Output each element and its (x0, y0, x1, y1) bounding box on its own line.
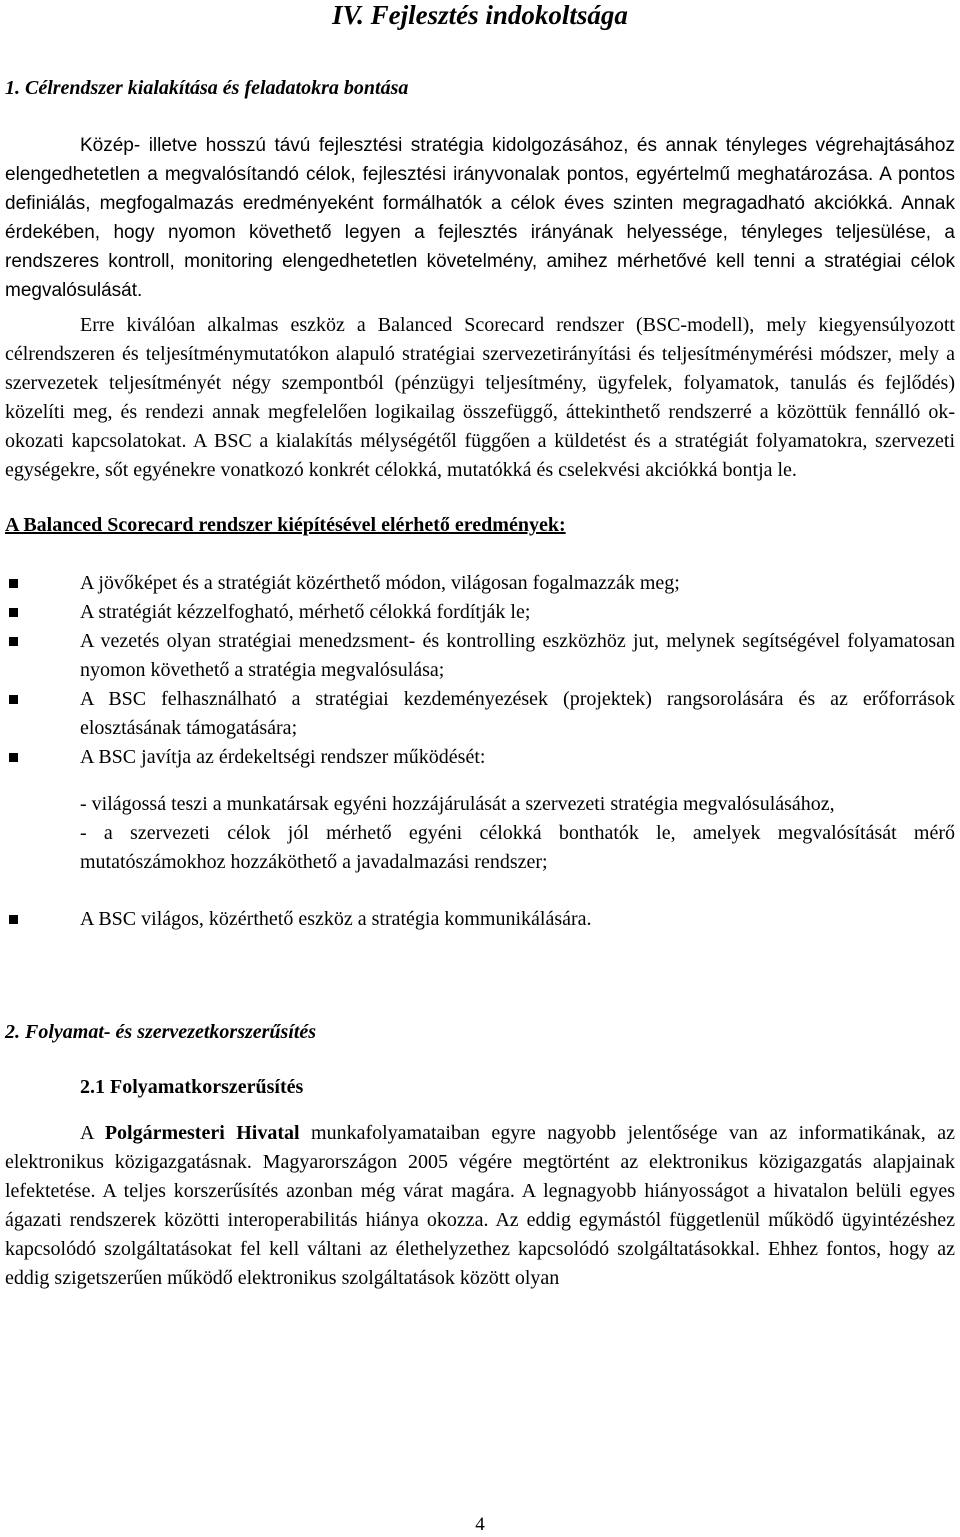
square-bullet-icon (9, 695, 18, 704)
list-item: A vezetés olyan stratégiai menedzsment- és kontrolling eszközhöz jut, melynek segítségével folyamatosan nyomon követhető a stratégia megvalósulása; (5, 627, 955, 685)
section-1-paragraph-2: Erre kiválóan alkalmas eszköz a Balanced Scorecard rendszer (BSC-modell), mely kiegyensúlyozott célrendszeren és teljesítménymutatókon alapuló stratégiai szervezetirányítási és teljesítménymérési módszer, mely a szervezetek teljesítményét négy szempontból (pénzügyi teljesítmény, ügyfelek, folyamatok, tanulás és fejlődés) közelíti meg, és rendezi annak megfelelően logikailag összefüggő, áttekinthető rendszerré a közöttük fennálló ok-okozati kapcsolatokat. A BSC a kialakítás mélységétől függően a küldetést és a stratégiát folyamatokra, szervezeti egységekre, sőt egyénekre vonatkozó konkrét célokká, mutatókká és cselekvési akciókká bontja le. (5, 314, 955, 481)
list-item: A jövőképet és a stratégiát közérthető módon, világosan fogalmazzák meg; (5, 569, 955, 598)
square-bullet-icon (9, 579, 18, 588)
bsc-results-heading: A Balanced Scorecard rendszer kiépítésével elérhető eredmények: (5, 514, 566, 536)
list-item: A stratégiát kézzelfogható, mérhető célokká fordítják le; (5, 598, 955, 627)
list-item: A BSC világos, közérthető eszköz a stratégia kommunikálására. (5, 905, 955, 934)
section-2-heading: 2. Folyamat- és szervezetkorszerűsítés (5, 1021, 317, 1043)
dash-item-2: - a szervezeti célok jól mérhető egyéni célokká bonthatók le, amelyek megvalósítását mérő mutatószámokhoz hozzáköthető a javadalmazási rendszer; (80, 822, 955, 873)
square-bullet-icon (9, 753, 18, 762)
section-2-1-heading: 2.1 Folyamatkorszerűsítés (80, 1076, 304, 1098)
page-number: 4 (475, 1514, 485, 1535)
section-1-heading: 1. Célrendszer kialakítása és feladatokra bontása (5, 77, 409, 99)
bsc-results-list-last (5, 905, 955, 934)
dash-item-1: - világossá teszi a munkatársak egyéni hozzájárulását a szervezeti stratégia megvalósulásához, (80, 793, 835, 815)
section-2-1-paragraph: A Polgármesteri Hivatal munkafolyamataiban egyre nagyobb jelentősége van az informatikának, az elektronikus közigazgatásnak. Magyarországon 2005 végére megtörtént az elektronikus közigazgatás alapjainak lefektetése. A teljes korszerűsítés azonban még várat magára. A legnagyobb hiányosságot a hivatalon belüli egyes ágazati rendszerek közötti interoperabilitás hiánya okozza. Az eddig egymástól függetlenül működő ügyintézéshez kapcsolódó szolgáltatásokat fel kell váltani az élethelyzethez kapcsolódó szolgáltatásokkal. Ehhez fontos, hogy az eddig szigetszerűen működő elektronikus szolgáltatások között olyan (5, 1122, 955, 1289)
page-title: IV. Fejlesztés indokoltsága (332, 0, 628, 30)
bsc-results-list (5, 569, 955, 772)
list-item: A BSC felhasználható a stratégiai kezdeményezések (projektek) rangsorolására és az erőforrások elosztásának támogatására; (5, 685, 955, 743)
polgarmesteri-hivatal-bold: Polgármesteri Hivatal (104, 1122, 300, 1144)
list-item: A BSC javítja az érdekeltségi rendszer működését: (5, 743, 955, 772)
square-bullet-icon (9, 915, 18, 924)
square-bullet-icon (9, 608, 18, 617)
section-1-paragraph-1: Közép- illetve hosszú távú fejlesztési stratégia kidolgozásához, és annak tényleges végrehajtásához elengedhetetlen a megvalósítandó célok, fejlesztési irányvonalak pontos, egyértelmű meghatározása. A pontos definiálás, megfogalmazás eredményeként formálhatók a célok éves szinten megragadható akciókká. Annak érdekében, hogy nyomon követhető legyen a fejlesztés irányának helyessége, tényleges teljesülése, a rendszeres kontroll, monitoring elengedhetetlen követelmény, amihez mérhetővé kell tenni a stratégiai célok megvalósulását. (5, 135, 955, 301)
square-bullet-icon (9, 637, 18, 646)
